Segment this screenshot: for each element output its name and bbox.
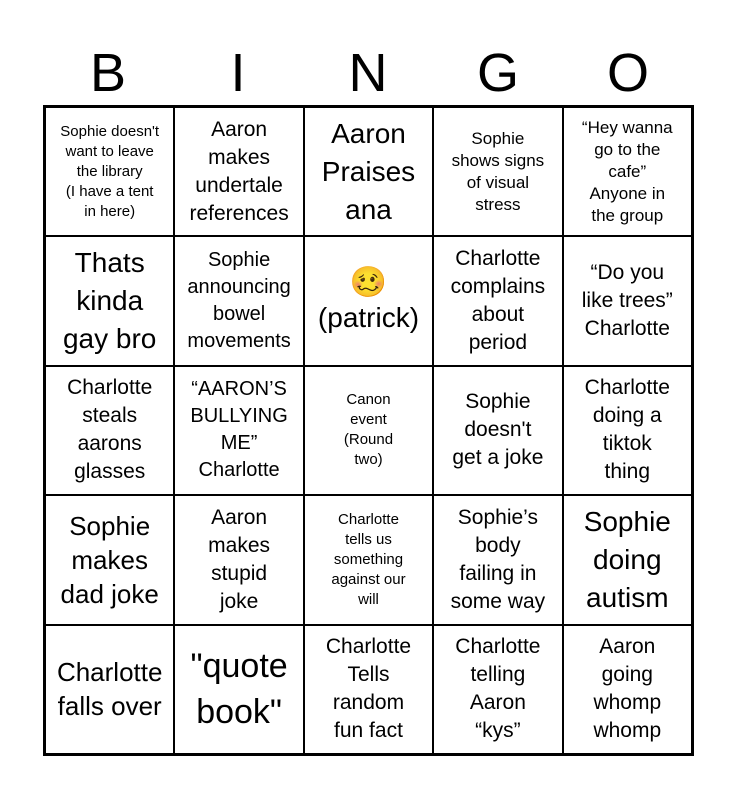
bingo-cell-r3c2[interactable] [174, 366, 303, 495]
cell-text: Charlotte tells us something against our will [331, 510, 406, 608]
cell-text: Canon event (Round two) [343, 391, 394, 469]
bingo-cell-r3c4[interactable] [433, 366, 562, 495]
woozy-face-icon: 🥴 [349, 265, 388, 301]
bingo-cell-r4c1[interactable] [45, 495, 174, 624]
bingo-cell-r2c5[interactable] [563, 236, 692, 365]
cell-text: Aaron makes stupid joke [208, 505, 271, 613]
bingo-cell-r1c5[interactable] [563, 107, 692, 236]
bingo-cell-r4c2[interactable] [174, 495, 303, 624]
bingo-cell-r1c4[interactable] [433, 107, 562, 236]
bingo-cell-r2c2[interactable] [174, 236, 303, 365]
cell-text: Sophie makes dad joke [60, 510, 159, 609]
cell-text: Sophie’s body failing in some way [450, 505, 546, 613]
bingo-cell-r4c3[interactable] [304, 495, 433, 624]
cell-text: Charlotte telling Aaron “kys” [455, 635, 541, 743]
cell-text: “AARON’S BULLYING ME” Charlotte [190, 378, 288, 482]
bingo-cell-r5c2[interactable] [174, 625, 303, 754]
bingo-board [43, 105, 694, 756]
cell-text: Aaron makes undertale references [189, 117, 289, 225]
title-letter-n: N [348, 43, 388, 103]
cell-text: (patrick) [317, 302, 420, 334]
cell-text: “Hey wanna go to the cafe” Anyone in the group [581, 117, 673, 225]
bingo-cell-r2c4[interactable] [433, 236, 562, 365]
cell-text: Sophie announcing bowel movements [187, 249, 291, 353]
bingo-cell-free[interactable] [304, 236, 433, 365]
cell-text: “Do you like trees” Charlotte [581, 261, 673, 341]
cell-text: Charlotte Tells random fun fact [325, 635, 412, 743]
cell-text: Charlotte falls over [56, 657, 163, 722]
cell-text: Sophie shows signs of visual stress [451, 128, 545, 214]
bingo-cell-r3c3[interactable] [304, 366, 433, 495]
cell-text: Aaron going whomp whomp [593, 635, 662, 743]
cell-text: Charlotte steals aarons glasses [67, 376, 153, 484]
cell-text: Sophie doesn't get a joke [452, 390, 544, 470]
cell-text: Charlotte complains about period [450, 247, 546, 355]
bingo-cell-r4c5[interactable] [563, 495, 692, 624]
cell-text: Charlotte doing a tiktok thing [584, 376, 670, 484]
title-letter-i: I [230, 43, 246, 103]
bingo-cell-r5c1[interactable] [45, 625, 174, 754]
bingo-cell-r1c3[interactable] [304, 107, 433, 236]
cell-text: "quote book" [190, 647, 288, 732]
cell-text: Thats kinda gay bro [62, 247, 157, 355]
bingo-cell-r4c4[interactable] [433, 495, 562, 624]
cell-text: Aaron Praises ana [321, 117, 416, 225]
bingo-cell-r5c4[interactable] [433, 625, 562, 754]
cell-text: Sophie doing autism [583, 505, 671, 613]
bingo-cell-r1c2[interactable] [174, 107, 303, 236]
title-letter-o: O [606, 43, 649, 103]
bingo-cell-r3c5[interactable] [563, 366, 692, 495]
title-letter-b: B [89, 43, 127, 103]
bingo-cell-r3c1[interactable] [45, 366, 174, 495]
bingo-cell-r2c1[interactable] [45, 236, 174, 365]
title-letter-g: G [476, 43, 519, 103]
bingo-cell-r5c5[interactable] [563, 625, 692, 754]
bingo-cell-r1c1[interactable] [45, 107, 174, 236]
bingo-title [43, 44, 693, 102]
bingo-cell-r5c3[interactable] [304, 625, 433, 754]
cell-text: Sophie doesn't want to leave the library (I have a tent in here) [60, 122, 160, 220]
